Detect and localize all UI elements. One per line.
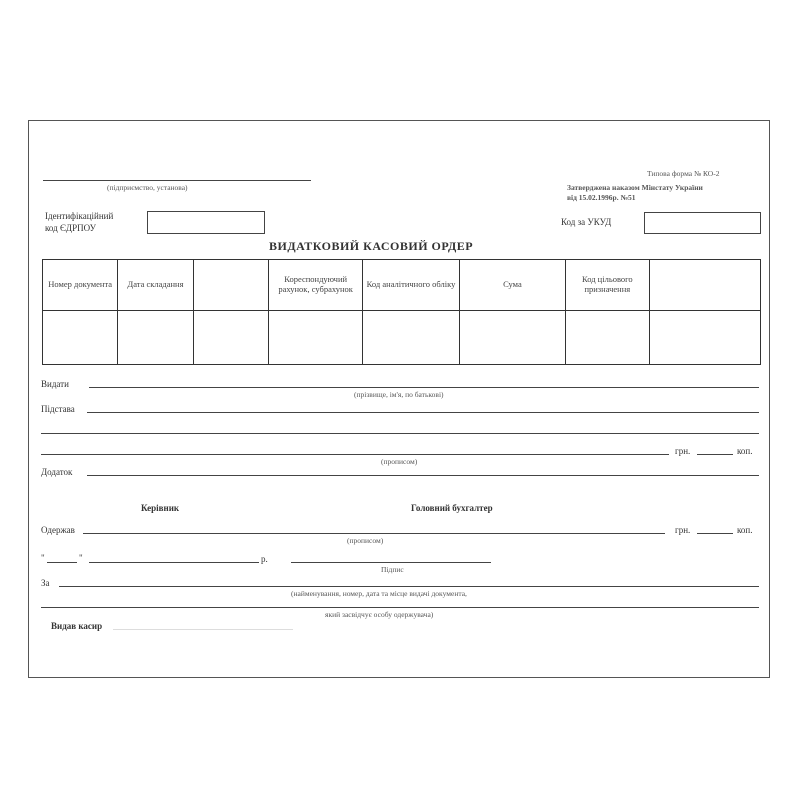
header-compile-date: Дата складання	[118, 260, 193, 311]
issue-to-caption: (прізвище, ім'я, по батькові)	[354, 390, 444, 399]
cell-document-number[interactable]	[43, 311, 118, 365]
by-document-line[interactable]	[59, 586, 759, 587]
cashier-signature-line[interactable]	[113, 629, 293, 630]
signature-caption: Підпис	[381, 565, 404, 574]
header-analytics-code: Код аналітичного обліку	[363, 260, 459, 311]
cashier-label: Видав касир	[51, 621, 103, 631]
by-document-caption-2: який засвідчує особу одержувача)	[325, 610, 434, 619]
director-label: Керівник	[141, 503, 180, 513]
kopecks-line-2[interactable]	[697, 533, 733, 534]
year-suffix: р.	[261, 554, 268, 564]
cash-order-form	[28, 120, 770, 678]
basis-line[interactable]	[87, 412, 759, 413]
date-quote-open: "	[41, 553, 45, 563]
date-quote-close: "	[79, 553, 83, 563]
received-label: Одержав	[41, 525, 75, 535]
header-empty-1	[193, 260, 268, 311]
header-corresponding-account: Кореспондуючий рахунок, субрахунок	[268, 260, 362, 311]
table-header-row	[43, 260, 761, 311]
cell-empty-1[interactable]	[193, 311, 268, 365]
header-sum: Сума	[459, 260, 565, 311]
header-document-number: Номер документа	[43, 260, 118, 311]
cell-compile-date[interactable]	[118, 311, 193, 365]
kopecks-label-1: коп.	[737, 446, 753, 456]
table-row	[43, 311, 761, 365]
ukud-label: Код за УКУД	[561, 217, 612, 227]
form-type-label: Типова форма № КО-2	[647, 169, 720, 178]
hryvnia-label-1: грн.	[675, 446, 691, 456]
sum-words-line[interactable]	[41, 454, 669, 455]
organization-caption: (підприємство, установа)	[107, 183, 188, 192]
basis-line-2[interactable]	[41, 433, 759, 434]
kopecks-label-2: коп.	[737, 525, 753, 535]
hryvnia-label-2: грн.	[675, 525, 691, 535]
document-title: ВИДАТКОВИЙ КАСОВИЙ ОРДЕР	[269, 239, 474, 253]
organization-line	[43, 180, 311, 181]
basis-label: Підстава	[41, 404, 75, 414]
date-month-line[interactable]	[89, 562, 259, 563]
received-words-caption: (прописом)	[347, 536, 384, 545]
header-purpose-code: Код цільового призначення	[566, 260, 649, 311]
approved-line-1: Затверджена наказом Мінстату України	[567, 183, 703, 192]
by-document-line-2[interactable]	[41, 607, 759, 608]
appendix-line[interactable]	[87, 475, 759, 476]
cell-sum[interactable]	[459, 311, 565, 365]
cell-corresponding-account[interactable]	[268, 311, 362, 365]
header-empty-2	[649, 260, 761, 311]
date-day-line[interactable]	[47, 562, 77, 563]
ukud-code-field[interactable]	[644, 212, 761, 234]
received-words-line[interactable]	[83, 533, 665, 534]
signature-line[interactable]	[291, 562, 491, 563]
cell-purpose-code[interactable]	[566, 311, 649, 365]
cell-empty-2[interactable]	[649, 311, 761, 365]
issue-to-line[interactable]	[89, 387, 759, 388]
order-details-table	[42, 259, 761, 365]
cell-analytics-code[interactable]	[363, 311, 459, 365]
edrpou-code-field[interactable]	[147, 211, 265, 234]
issue-to-label: Видати	[41, 379, 69, 389]
kopecks-line-1[interactable]	[697, 454, 733, 455]
edrpou-label-1: Ідентифікаційний	[45, 211, 114, 221]
chief-accountant-label: Головний бухгалтер	[411, 503, 493, 513]
edrpou-label-2: код ЄДРПОУ	[45, 223, 96, 233]
appendix-label: Додаток	[41, 467, 73, 477]
sum-words-caption: (прописом)	[381, 457, 418, 466]
by-document-caption-1: (найменування, номер, дата та місце видачі документа,	[291, 589, 467, 598]
approved-line-2: від 15.02.1996р. №51	[567, 193, 636, 202]
by-document-label: За	[41, 578, 50, 588]
